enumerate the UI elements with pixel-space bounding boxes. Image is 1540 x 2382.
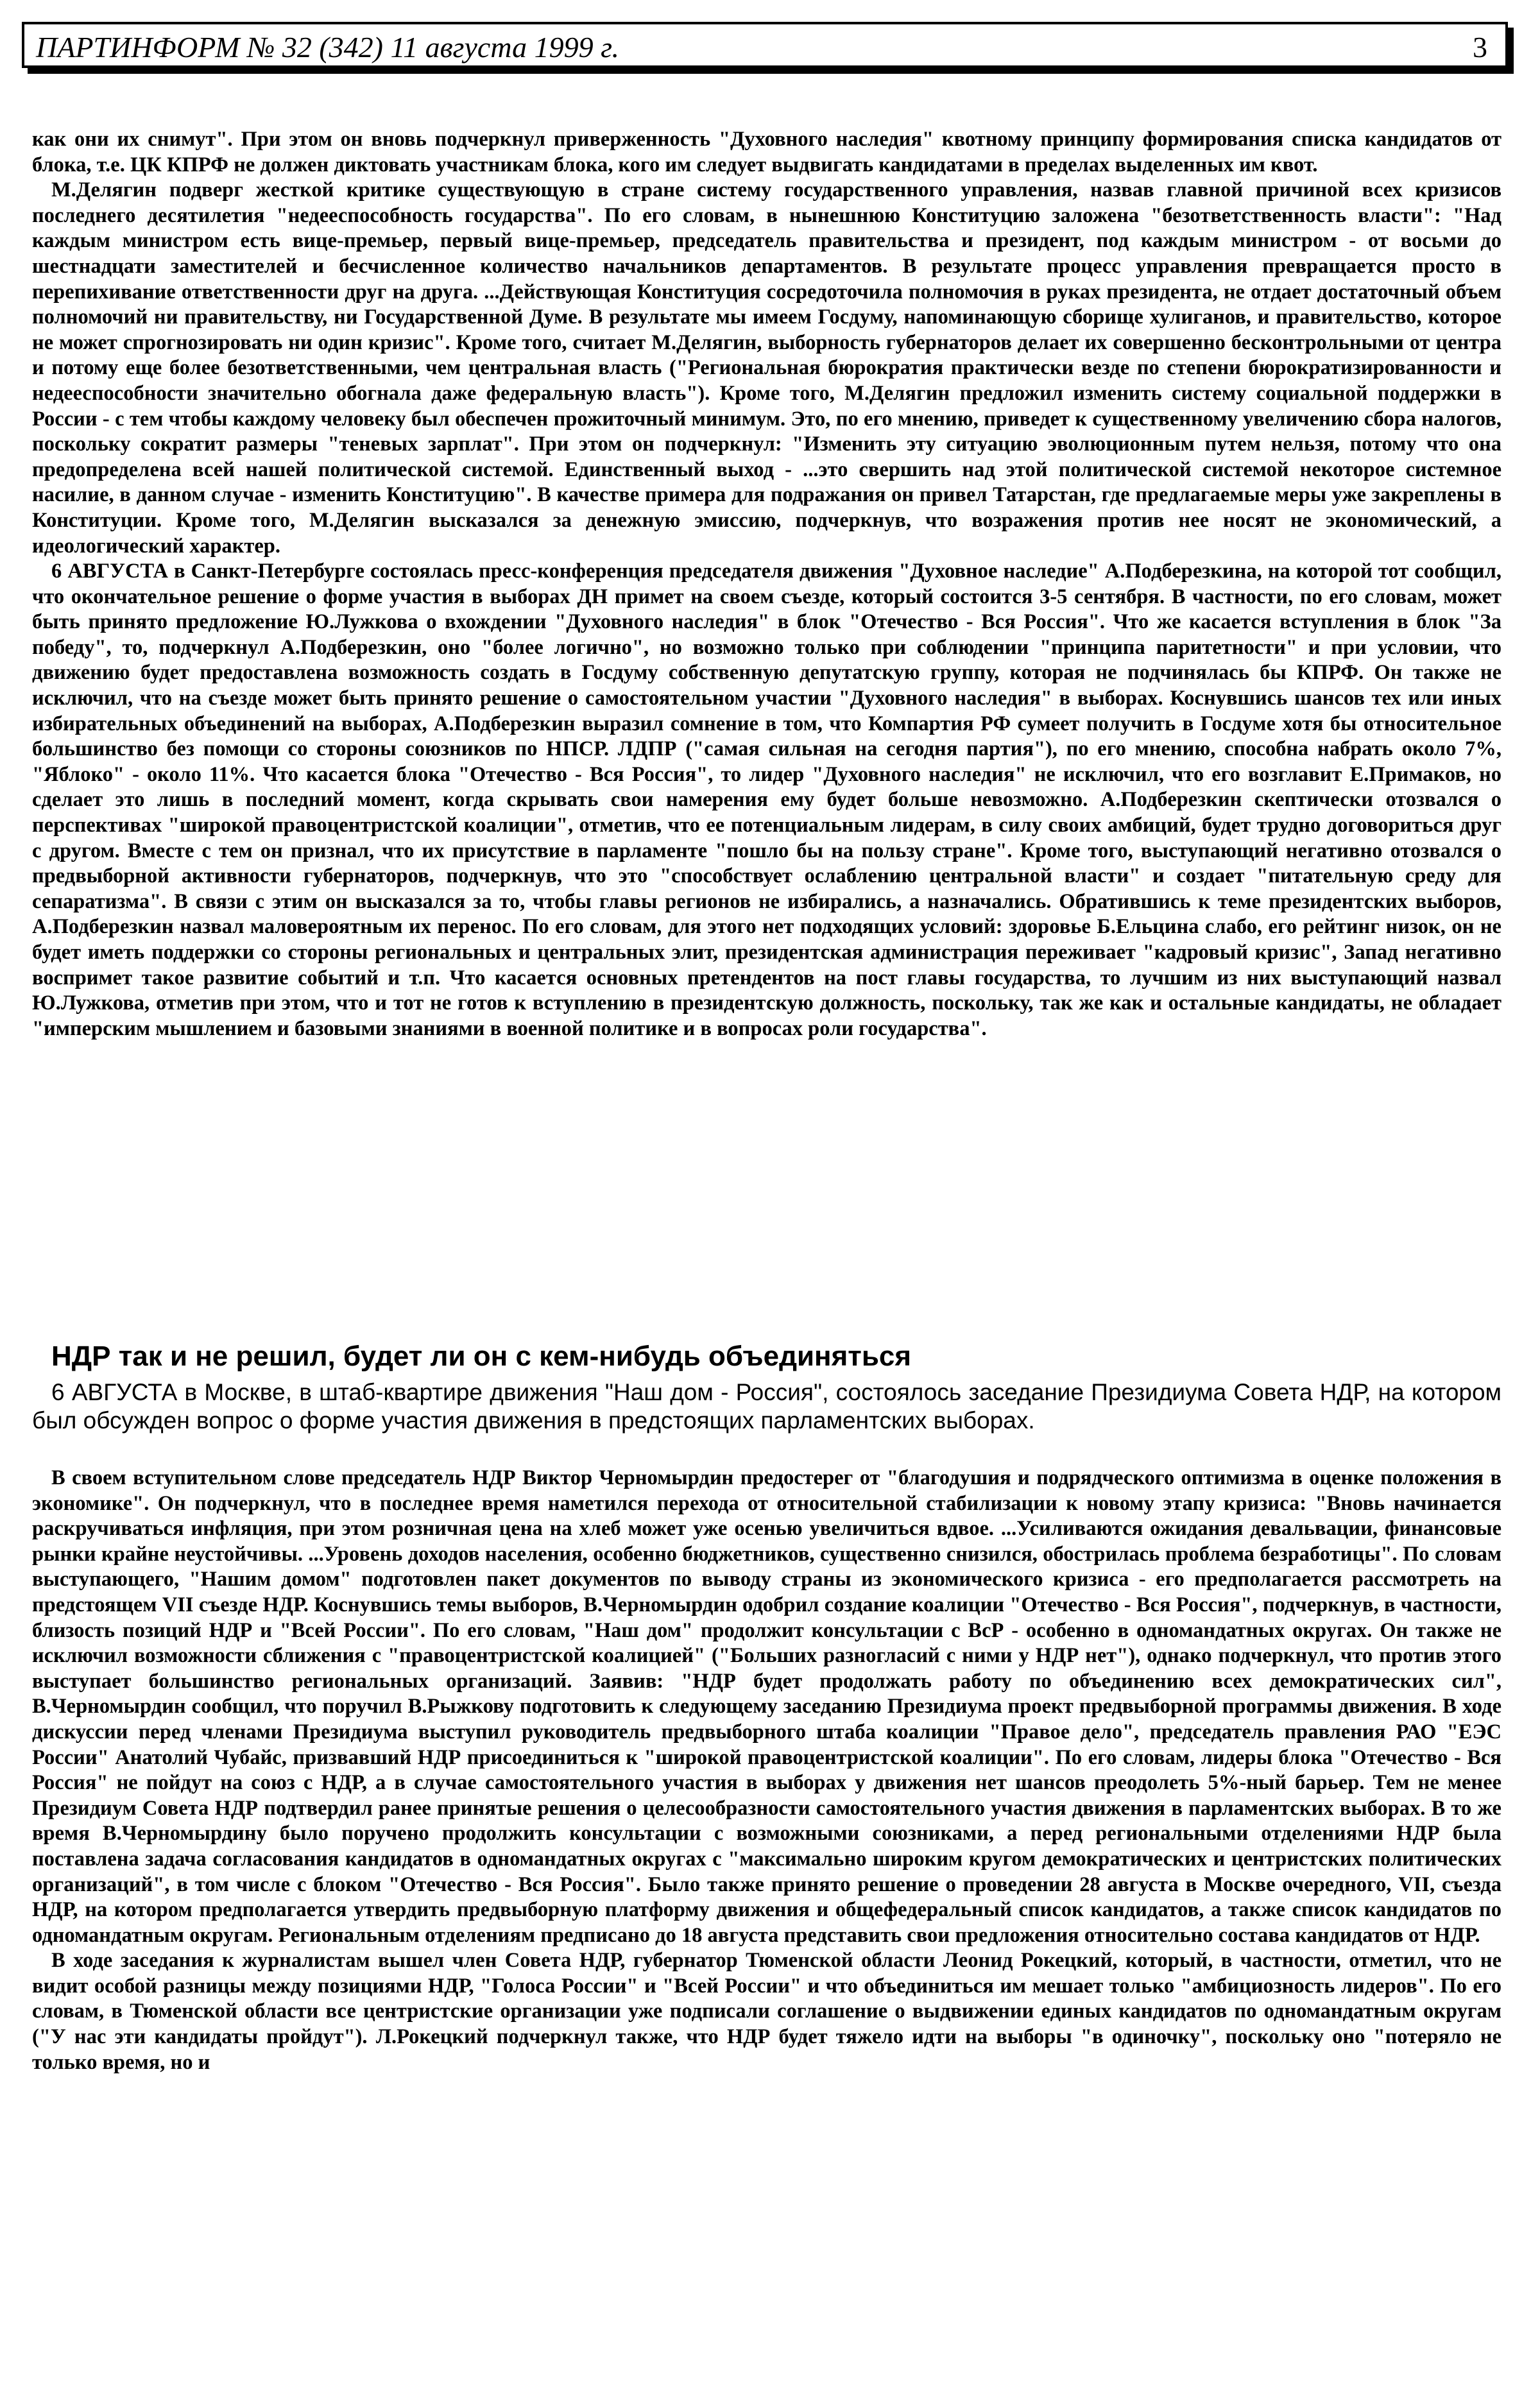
article-ndr — [32, 1466, 1502, 2075]
article-paragraph: В ходе заседания к журналистам вышел член Совета НДР, губернатор Тюменской области Леонид Рокецкий, который, в частности, отметил, что не видит особой разницы между позициями НДР, "Голоса России" и "Всей России" и что объединиться им мешает только "амбициозность лидеров". По его словам, в Тюменской области все центристские организации уже подписали соглашение о выдвижении единых кандидатов по одномандатным округам ("У нас эти кандидаты пройдут"). Л.Рокецкий подчеркнул также, что НДР будет тяжело идти на выборы "в одиночку", поскольку оно "потеряло не только время, но и — [32, 1949, 1502, 2074]
page-number: 3 — [1473, 31, 1487, 64]
article-headline: НДР так и не решил, будет ли он с кем-нибудь объединяться — [51, 1341, 912, 1372]
article-lead: 6 АВГУСТА в Москве, в штаб-квартире движения "Наш дом - Россия", состоялось заседание Президиума Совета НДР, на котором был обсужден вопрос о форме участия движения в предстоящих парламентских выборах. — [32, 1379, 1502, 1434]
article-paragraph: В своем вступительном слове председатель НДР Виктор Черномырдин предостерег от "благодушия и подрядческого оптимизма в оценке положения в экономике". Он подчеркнул, что в последнее время наметился перехода от относительной стабилизации к новому этапу кризиса: "Вновь начинается раскручиваться инфляция, при этом розничная цена на хлеб может уже осенью увеличиться вдвое. ...Усиливаются ожидания девальвации, финансовые рынки крайне неустойчивы. ...Уровень доходов населения, особенно бюджетников, существенно снизился, обострилась проблема безработицы". По словам выступающего, "Нашим домом" подготовлен пакет документов по выводу страны из экономического кризиса - его предполагается рассмотреть на предстоящем VII съезде НДР. Коснувшись темы выборов, В.Черномырдин одобрил создание коалиции "Отечество - Вся Россия", подчеркнув, в частности, близость позиций НДР и "Всей России". По его словам, "Наш дом" продолжит консультации с ВсР - особенно в одномандатных округах. Он также не исключил возможности сближения с "правоцентристской коалицией" ("Больших разногласий с ними у НДР нет"), однако подчеркнул, что против этого выступает большинство региональных организаций. Заявив: "НДР будет продолжать работу по объединению всех демократических сил", В.Черномырдин сообщил, что поручил В.Рыжкову подготовить к следующему заседанию Президиума проект предвыборной программы движения. В ходе дискуссии перед членами Президиума выступил руководитель предвыборного штаба коалиции "Правое дело", председатель правления РАО "ЕЭС России" Анатолий Чубайс, призвавший НДР присоединиться к "широкой правоцентристской коалиции". По его словам, лидеры блока "Отечество - Вся Россия" не пойдут на союз с НДР, а в случае самостоятельного участия в выборах у движения нет шансов преодолеть 5%-ный барьер. Тем не менее Президиум Совета НДР подтвердил ранее принятые решения о целесообразности самостоятельного участия движения в парламентских выборах. В то же время В.Черномырдину было поручено продолжить консультации с возможными союзниками, а перед региональными отделениями НДР была поставлена задача согласования кандидатов в одномандатных округах с "максимально широким кругом демократических и центристских политических организаций", в том числе с блоком "Отечество - Вся Россия". Было также принято решение о проведении 28 августа в Москве очередного, VII, съезда НДР, на котором предполагается утвердить предвыборную платформу движения и общефедеральный список кандидатов, а также список кандидатов по одномандатным округам. Региональным отделениям предписано до 18 августа представить свои предложения относительно состава кандидатов от НДР. — [32, 1466, 1502, 1947]
article-paragraph: М.Делягин подверг жесткой критике существующую в стране систему государственного управления, назвав главной причиной всех кризисов последнего десятилетия "недееспособность государства". По его словам, в нынешнюю Конституцию заложена "безответственность власти": "Над каждым министром есть вице-премьер, первый вице-премьер, председатель правительства и президент, под каждым министром - от восьми до шестнадцати заместителей и бесчисленное количество начальников департаментов. В результате процесс управления превращается просто в перепихивание ответственности друг на друга. ...Действующая Конституция сосредоточила полномочия в руках президента, не отдает достаточный объем полномочий ни правительству, ни Государственной Думе. В результате мы имеем Госдуму, напоминающую сборище хулиганов, и правительство, которое не может спрогнозировать ни один кризис". Кроме того, считает М.Делягин, выборность губернаторов делает их совершенно бесконтрольными от центра и потому еще более безответственными, чем центральная власть ("Региональная бюрократия практически везде по степени бюрократизированности и недееспособности значительно обогнала даже федеральную власть"). Кроме того, М.Делягин предложил изменить систему социальной поддержки в России - с тем чтобы каждому человеку был обеспечен прожиточный минимум. Это, по его мнению, приведет к существенному увеличению сбора налогов, поскольку сократит размеры "теневых зарплат". При этом он подчеркнул: "Изменить эту ситуацию эволюционным путем нельзя, потому что она предопределена всей нашей политической системой. Единственный выход - ...это свершить над этой политической системой некоторое системное насилие, в данном случае - изменить Конституцию". В качестве примера для подражания он привел Татарстан, где предлагаемые меры уже закреплены в Конституции. Кроме того, М.Делягин высказался за денежную эмиссию, подчеркнув, что возражения против нее носят не экономический, а идеологический характер. — [32, 178, 1502, 558]
page-header — [22, 22, 1508, 68]
article-paragraph: 6 АВГУСТА в Санкт-Петербурге состоялась пресс-конференция председателя движения "Духовное наследие" А.Подберезкина, на которой тот сообщил, что окончательное решение о форме участия в выборах ДН примет на своем съезде, который состоится 3-5 сентября. В частности, по его словам, может быть принято предложение Ю.Лужкова о вхождении "Духовного наследия" в блок "Отечество - Вся Россия". Что же касается вступления в блок "За победу", то, подчеркнул А.Подберезкин, оно "более логично", но возможно только при соблюдении "принципа паритетности" и при условии, что движению будет предоставлена возможность создать в Госдуму собственную депутатскую группу, которая не подчинялась бы КПРФ. Он также не исключил, что на съезде может быть принято решение о самостоятельном участии "Духовного наследия" в выборах. Коснувшись шансов тех или иных избирательных объединений на выборах, А.Подберезкин выразил сомнение в том, что Компартия РФ сумеет получить в Госдуме хотя бы относительное большинство без помощи со стороны союзников по НПСР. ЛДПР ("самая сильная на сегодня партия"), по его мнению, способна набрать около 7%, "Яблоко" - около 11%. Что касается блока "Отечество - Вся Россия", то лидер "Духовного наследия" не исключил, что его возглавит Е.Примаков, но сделает это лишь в последний момент, когда скрывать свои намерения ему будет больше невозможно. А.Подберезкин скептически отозвался о перспективах "широкой правоцентристской коалиции", отметив, что ее потенциальным лидерам, в силу своих амбиций, будет трудно договориться друг с другом. Вместе с тем он признал, что их присутствие в парламенте "пошло бы на пользу стране". Кроме того, выступающий негативно отозвался о предвыборной активности губернаторов, подчеркнув, что это "способствует ослаблению центральной власти" и создает "питательную среду для сепаратизма". В связи с этим он высказался за то, чтобы главы регионов не избирались, а назначались. Обратившись к теме президентских выборов, А.Подберезкин назвал маловероятным их перенос. По его словам, для этого нет подходящих условий: здоровье Б.Ельцина слабо, его рейтинг низок, он не будет иметь поддержки со стороны региональных и центральных элит, президентская администрация переживает "кадровый кризис", Запад негативно воспримет такое развитие событий и т.п. Что касается основных претендентов на пост главы государства, то лучшим из них выступающий назвал Ю.Лужкова, отметив при этом, что и тот не готов к вступлению в президентскую должность, поскольку, так же как и остальные кандидаты, не обладает "имперским мышлением и базовыми знаниями в военной политике и в вопросах роли государства". — [32, 560, 1502, 1040]
newsletter-title: ПАРТИНФОРМ № 32 (342) 11 августа 1999 г. — [36, 31, 619, 64]
article-paragraph: как они их снимут". При этом он вновь подчеркнул приверженность "Духовного наследия" квотному принципу формирования списка кандидатов от блока, т.е. ЦК КПРФ не должен диктовать участникам блока, кого им следует выдвигать кандидатами в пределах выделенных им квот. — [32, 128, 1502, 176]
article-delyagin-podberezkin — [32, 127, 1502, 1041]
